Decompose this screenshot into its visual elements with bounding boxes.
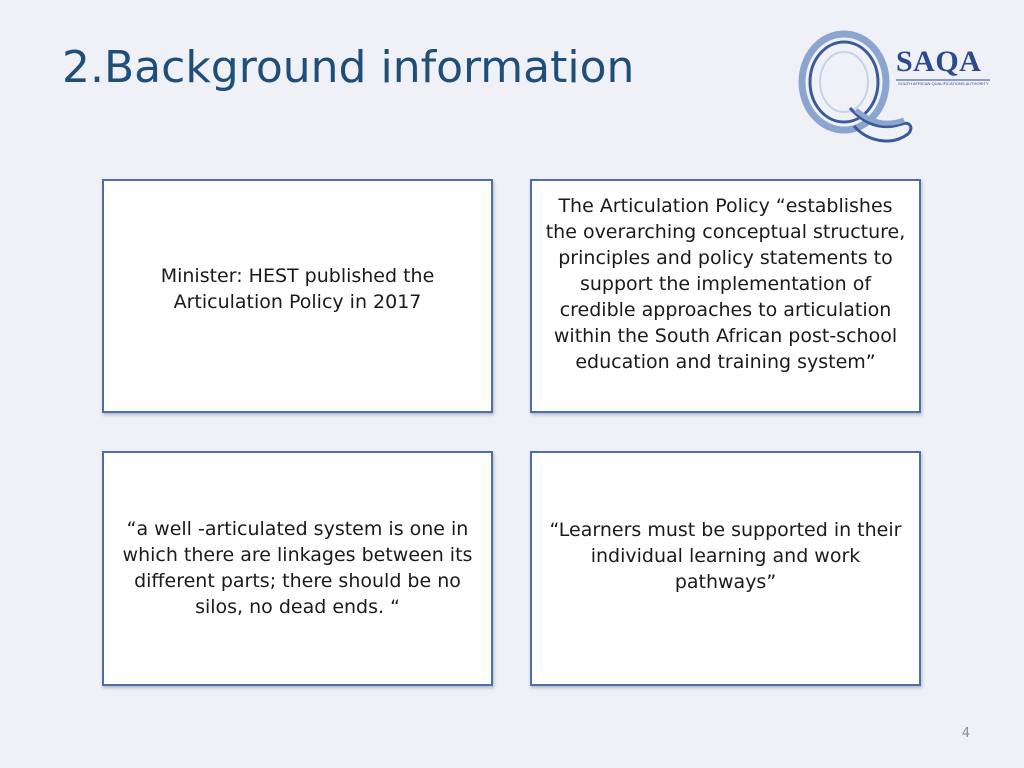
text-box-articulated-system-quote <box>102 451 493 686</box>
box-text: “Learners must be supported in their individual learning and work pathways” <box>549 518 902 593</box>
text-box-policy-quote <box>530 179 921 413</box>
page-number: 4 <box>961 726 970 741</box>
box-text: Minister: HEST published the Articulation Policy in 2017 <box>160 265 435 313</box>
text-box-minister-publication <box>102 179 493 413</box>
text-box-learners-quote <box>530 451 921 686</box>
box-text: “a well -articulated system is one in which there are linkages between its different parts; there should be no silos, no dead ends. “ <box>122 517 473 618</box>
logo-wordmark: SAQA <box>896 45 982 78</box>
saqa-logo <box>792 26 998 150</box>
logo-tagline: SOUTH AFRICAN QUALIFICATIONS AUTHORITY <box>898 81 989 86</box>
slide-title: 2.Background information <box>62 42 635 93</box>
box-text: The Articulation Policy “establishes the overarching conceptual structure, principles and policy statements to support the implementation of credible approaches to articulation within the South African post-school education and training system” <box>545 195 906 373</box>
